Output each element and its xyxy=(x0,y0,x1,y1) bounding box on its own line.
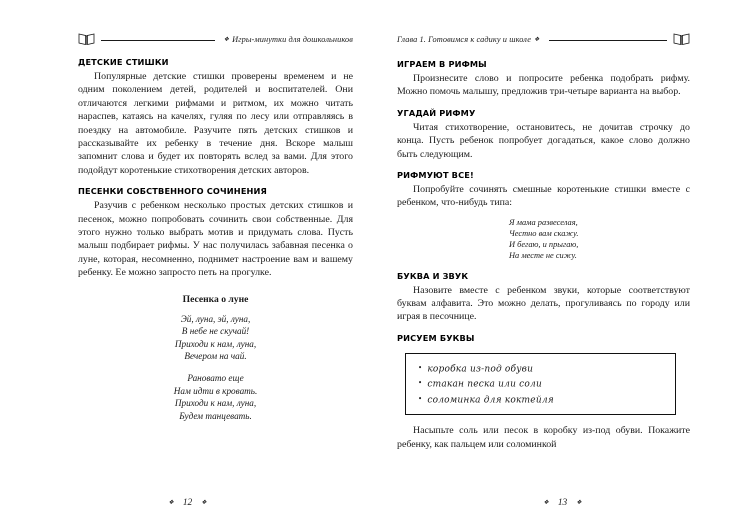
poem-line: Приходи к нам, луна, xyxy=(174,338,257,349)
paragraph-detskie-stishki: Популярные детские стишки проверены временем и не одним поколением детей, родителей и воспитателей. Они отличаются легкими рифмами и ритмом, их можно читать нараспев, катаясь на качелях, гуляя по лесу или отправляясь в поездку на автомобиле. Разучите пять детских стишков и рассказывайте их ребенку в течение дня. Вскоре малыш запомнит слова и будет их повторять вслед за вами. Для этого подойдут коротенькие стихотворения детских авторов. xyxy=(78,71,353,176)
ornament-diamond: ❖ xyxy=(201,499,207,506)
materials-list xyxy=(418,361,665,408)
paragraph-bukva-i-zvuk: Назовите вместе с ребенком звуки, которые соответствуют буквам алфавита. Это можно делать, прогуливаясь по городу или играя в песочнице. xyxy=(397,284,690,323)
poem-line: Нам идти в кровать. xyxy=(173,385,258,396)
right-folio xyxy=(375,498,750,508)
left-head-text xyxy=(221,35,353,44)
materials-box xyxy=(405,353,676,416)
right-head-title: Глава 1. Готовимся к садику и школе xyxy=(397,34,532,44)
heading-ugaday-rifmu: УГАДАЙ РИФМУ xyxy=(397,107,476,118)
heading-pesenki: ПЕСЕНКИ СОБСТВЕННОГО СОЧИНЕНИЯ xyxy=(78,186,268,197)
poem-line: В небе не скучай! xyxy=(181,326,250,337)
heading-igraem-v-rifmy: ИГРАЕМ В РИФМЫ xyxy=(397,59,487,69)
verse-line: Я мама развеселая, xyxy=(509,217,578,227)
poem-stanza-1 xyxy=(78,313,353,363)
verse-line: И бегаю, и прыгаю, xyxy=(509,240,579,250)
ornament-diamond: ❖ xyxy=(223,36,230,43)
list-item: • стакан песка или соли xyxy=(418,376,665,392)
poem-line: Рановато еще xyxy=(187,373,244,384)
list-item: • соломинка для коктейля xyxy=(418,392,665,408)
left-head-title: Игры-минутки для дошкольников xyxy=(232,34,353,44)
verse-block xyxy=(397,217,690,262)
ornament-diamond: ❖ xyxy=(576,499,582,506)
paragraph-rifmuyut-vse: Попробуйте сочинять смешные коротенькие стишки вместе с ребенком, что-нибудь типа: xyxy=(397,184,690,209)
paragraph-ugaday-rifmu: Читая стихотворение, остановитесь, не дочитав строчку до конца. Пусть ребенок попробует догадаться, какое слово должно быть следующим. xyxy=(397,121,690,160)
paragraph-igraem-v-rifmy: Произнесите слово и попросите ребенка подобрать рифму. Можно помочь малышу, предложив три-четыре варианта на выбор. xyxy=(397,73,690,98)
right-running-head xyxy=(397,28,690,50)
left-head-rule xyxy=(101,40,215,41)
left-folio xyxy=(0,498,375,508)
heading-risuem-bukvy: РИСУЕМ БУКВЫ xyxy=(397,332,475,343)
left-running-head xyxy=(78,28,353,50)
open-book-icon xyxy=(673,32,690,46)
poem-title: Песенка о луне xyxy=(182,293,249,305)
right-page xyxy=(375,0,750,530)
verse-line: На месте не сижу. xyxy=(509,251,577,261)
poem-line: Вечером на чай. xyxy=(184,351,247,362)
poem-line: Будем танцевать. xyxy=(179,410,252,421)
heading-rifmuyut-vse: РИФМУЮТ ВСЕ! xyxy=(397,170,474,181)
heading-bukva-i-zvuk: БУКВА И ЗВУК xyxy=(397,270,469,281)
paragraph-pesenki: Разучив с ребенком несколько простых детских стишков и песенок, можно попробовать сочинить свои собственные. Для этого нужно только выбрать мотив и придумать слова. Пусть малыш подбирает рифмы. У нас получилась забавная песенка о луне, которая, несомненно, поднимет настроение вам и вашему ребенку. Ее можно запросто петь на прогулке. xyxy=(78,200,353,279)
poem-line: Эй, луна, эй, луна, xyxy=(180,313,251,324)
right-page-number: 13 xyxy=(557,498,568,508)
right-head-text xyxy=(397,35,543,44)
ornament-diamond: ❖ xyxy=(543,499,549,506)
paragraph-risuem-bukvy: Насыпьте соль или песок в коробку из-под обуви. Покажите ребенку, как пальцем или соломинкой xyxy=(397,425,690,450)
list-item: • коробка из-под обуви xyxy=(418,361,665,377)
open-book-icon xyxy=(78,32,95,46)
left-page-number: 12 xyxy=(182,498,193,508)
poem-line: Приходи к нам, луна, xyxy=(174,398,257,409)
ornament-diamond: ❖ xyxy=(534,36,540,43)
heading-detskie-stishki: ДЕТСКИЕ СТИШКИ xyxy=(78,57,169,67)
poem-stanza-2 xyxy=(78,372,353,422)
ornament-diamond: ❖ xyxy=(168,499,174,506)
right-head-rule xyxy=(549,40,668,41)
verse-line: Честно вам скажу. xyxy=(509,229,579,239)
